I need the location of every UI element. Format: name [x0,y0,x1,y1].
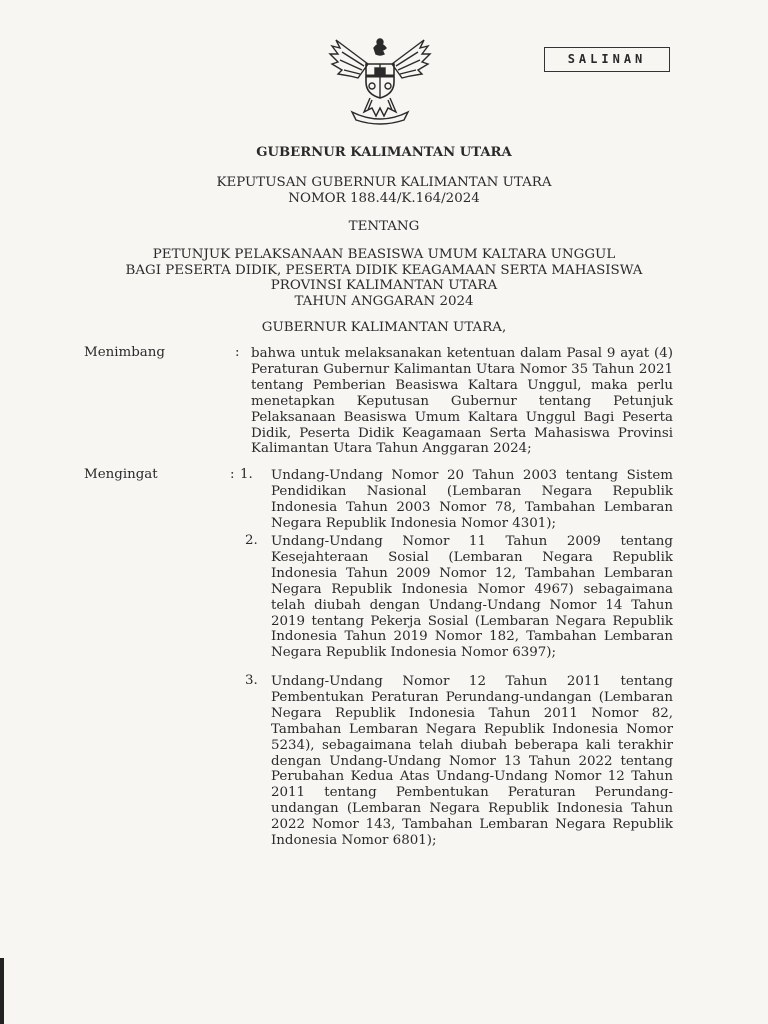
recalling-colon: : [230,467,235,482]
recalling-label: Mengingat [84,467,158,482]
subject-line4: TAHUN ANGGARAN 2024 [294,294,474,309]
issuer-line: GUBERNUR KALIMANTAN UTARA, [261,320,507,335]
recalling-item-text: Undang-Undang Nomor 11 Tahun 2009 tentang Kesejahteraan Sosial (Lembaran Negara Republik Indonesia Tahun 2009 Nomor 12, Tambahan Lembaran Negara Republik Indonesia Nomor 4967) sebagaimana telah diubah dengan Undang-Undang Nomor 14 Tahun 2019 tentang Pekerja Sosial (Lembaran Negara Republik Indonesia Tahun 2019 Nomor 182, Tambahan Lembaran Negara Republik Indonesia Nomor 6397); [271,534,673,661]
garuda-emblem-icon [328,30,432,126]
about-heading: TENTANG [348,219,420,234]
subject-line1: PETUNJUK PELAKSANAAN BEASISWA UMUM KALTARA UNGGUL [152,247,616,262]
subject-line2: BAGI PESERTA DIDIK, PESERTA DIDIK KEAGAMAAN SERTA MAHASISWA [125,263,643,278]
considering-text: bahwa untuk melaksanakan ketentuan dalam Pasal 9 ayat (4) Peraturan Gubernur Kalimantan Utara Nomor 35 Tahun 2021 tentang Pemberian Beasiswa Kaltara Unggul, maka perlu menetapkan Keputusan Gubernur tentang Petunjuk Pelaksanaan Beasiswa Umum Kaltara Unggul Bagi Peserta Didik, Peserta Didik Keagamaan Serta Mahasiswa Provinsi Kalimantan Utara Tahun Anggaran 2024; [251,346,673,457]
recalling-item-number: 3. [245,673,258,688]
subject-line3: PROVINSI KALIMANTAN UTARA [270,278,498,293]
recalling-item-number: 2. [245,533,258,548]
recalling-item-text: Undang-Undang Nomor 12 Tahun 2011 tentang Pembentukan Peraturan Perundang-undangan (Lembaran Negara Republik Indonesia Tahun 2011 Nomor 82, Tambahan Lembaran Negara Republik Indonesia Nomor 5234), sebagaimana telah diubah beberapa kali terakhir dengan Undang-Undang Nomor 13 Tahun 2022 tentang Perubahan Kedua Atas Undang-Undang Nomor 12 Tahun 2011 tentang Pembentukan Peraturan Perundang-undangan (Lembaran Negara Republik Indonesia Tahun 2022 Nomor 143, Tambahan Lembaran Negara Republik Indonesia Nomor 6801); [271,674,673,849]
copy-stamp: SALINAN [544,47,670,72]
considering-colon: : [235,345,240,360]
considering-label: Menimbang [84,345,165,360]
decree-title-line1: KEPUTUSAN GUBERNUR KALIMANTAN UTARA [216,175,552,190]
recalling-item-number: 1. [240,467,253,482]
recalling-item-text: Undang-Undang Nomor 20 Tahun 2003 tentang Sistem Pendidikan Nasional (Lembaran Negara Republik Indonesia Tahun 2003 Nomor 78, Tambahan Lembaran Negara Republik Indonesia Nomor 4301); [271,468,673,531]
decree-number: NOMOR 188.44/K.164/2024 [288,191,480,206]
authority-heading: GUBERNUR KALIMANTAN UTARA [256,145,512,160]
scan-edge-mark [0,958,4,1024]
